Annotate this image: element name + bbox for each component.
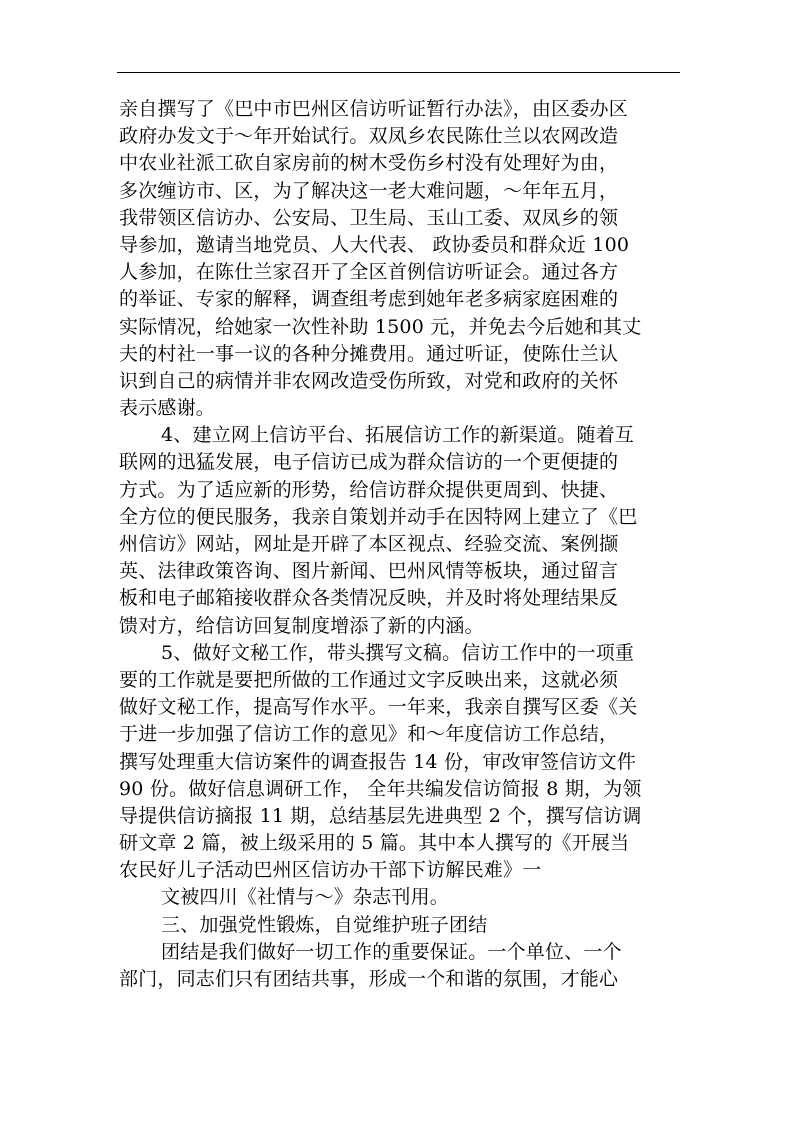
text-line: 要的工作就是要把所做的工作通过文字反映出来，这就必须 bbox=[119, 668, 619, 691]
text-line: 方式。为了适应新的形势，给信访群众提供更周到、快捷、 bbox=[119, 478, 619, 501]
text-line: 于进一步加强了信访工作的意见》和～年度信访工作总结， bbox=[119, 723, 619, 746]
text-line: 4、建立网上信访平台、拓展信访工作的新渠道。随着互 bbox=[161, 424, 635, 447]
text-line: 英、法律政策咨询、图片新闻、巴州风情等板块，通过留言 bbox=[119, 560, 619, 583]
text-line: 实际情况，给她家一次性补助 1500 元，并免去今后她和其丈 bbox=[119, 315, 642, 338]
text-line: 全方位的便民服务，我亲自策划并动手在因特网上建立了《巴 bbox=[119, 505, 638, 528]
text-line: 我带领区信访办、公安局、卫生局、玉山工委、双凤乡的领 bbox=[119, 206, 619, 229]
text-line: 90 份。做好信息调研工作， 全年共编发信访简报 8 期，为领 bbox=[119, 777, 642, 800]
text-line: 的举证、专家的解释，调查组考虑到她年老多病家庭困难的 bbox=[119, 288, 619, 311]
text-line: 板和电子邮箱接收群众各类情况反映，并及时将处理结果反 bbox=[119, 587, 619, 610]
text-line: 表示感谢。 bbox=[119, 397, 216, 420]
text-line: 导提供信访摘报 11 期，总结基层先进典型 2 个，撰写信访调 bbox=[119, 804, 642, 827]
text-line: 馈对方，给信访回复制度增添了新的内涵。 bbox=[119, 614, 484, 637]
text-line: 识到自己的病情并非农网改造受伤所致，对党和政府的关怀 bbox=[119, 369, 619, 392]
text-line: 5、做好文秘工作，带头撰写文稿。信访工作中的一项重 bbox=[161, 641, 635, 664]
text-line: 部门，同志们只有团结共事，形成一个和谐的氛围，才能心 bbox=[119, 968, 619, 990]
text-line: 亲自撰写了《巴中市巴州区信访听证暂行办法》，由区委办区 bbox=[119, 98, 628, 120]
text-line: 团结是我们做好一切工作的重要保证。一个单位、一个 bbox=[161, 940, 622, 963]
text-line: 州信访》网站，网址是开辟了本区视点、经验交流、案例撷 bbox=[119, 533, 619, 555]
text-line: 研文章 2 篇，被上级采用的 5 篇。其中本人撰写的《开展当 bbox=[119, 832, 630, 855]
header-rule bbox=[117, 72, 680, 73]
text-line: 联网的迅猛发展，电子信访已成为群众信访的一个更便捷的 bbox=[119, 451, 619, 474]
text-line: 多次缠访市、区，为了解决这一老大难问题，～年年五月， bbox=[119, 179, 619, 202]
text-line: 导参加，邀请当地党员、人大代表、 政协委员和群众近 100 bbox=[119, 233, 630, 256]
text-line: 做好文秘工作，提高写作水平。一年来，我亲自撰写区委《关 bbox=[119, 696, 638, 719]
text-line: 政府办发文于～年开始试行。双凤乡农民陈仕兰以农网改造 bbox=[119, 125, 619, 148]
text-line: 文被四川《社情与～》杂志刊用。 bbox=[161, 886, 450, 909]
document-body bbox=[119, 96, 679, 993]
text-line: 夫的村社一事一议的各种分摊费用。通过听证，使陈仕兰认 bbox=[119, 342, 619, 365]
text-line: 人参加，在陈仕兰家召开了全区首例信访听证会。通过各方 bbox=[119, 261, 619, 284]
text-line: 撰写处理重大信访案件的调查报告 14 份，审改审签信访文件 bbox=[119, 750, 637, 773]
text-line: 三、加强党性锻炼，自觉维护班子团结 bbox=[161, 913, 488, 936]
text-line: 中农业社派工砍自家房前的树木受伤乡村没有处理好为由， bbox=[119, 152, 619, 175]
text-line: 农民好儿子活动巴州区信访办干部下访解民难》一 bbox=[119, 859, 542, 882]
